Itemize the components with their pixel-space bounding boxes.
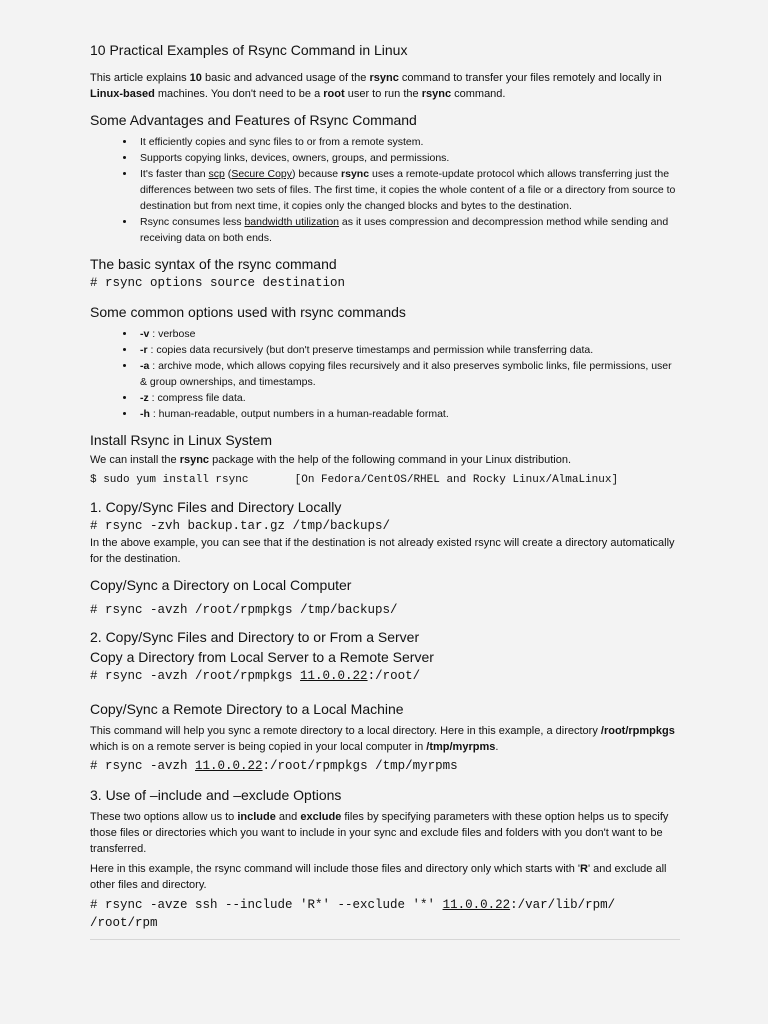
install-code: $ sudo yum install rsync [On Fedora/CentOS/RHEL and Rocky Linux/AlmaLinux]: [90, 474, 619, 486]
options-heading: Some common options used with rsync commands: [90, 304, 406, 320]
section-1-heading: 1. Copy/Sync Files and Directory Locally: [90, 499, 342, 515]
syntax-heading: The basic syntax of the rsync command: [90, 256, 337, 272]
section-1-code: # rsync -zvh backup.tar.gz /tmp/backups/: [90, 519, 391, 533]
section-1-paragraph: In the above example, you can see that if the destination is not already existed rsync will create a directory automatically for the destination.: [90, 537, 675, 565]
local-to-remote-heading: Copy a Directory from Local Server to a Remote Server: [90, 649, 434, 665]
syntax-code: # rsync options source destination: [90, 276, 346, 290]
section-3-paragraph-1: These two options allow us to include and exclude files by specifying parameters with these option helps us to specify those files or directories which you want to include in your sync and exclude files and folders with you don't want to be transferred.: [90, 811, 669, 855]
list-item: • Supports copying links, devices, owners, groups, and permissions.: [136, 150, 680, 166]
install-paragraph: We can install the rsync package with the help of the following command in your Linux distribution.: [90, 454, 572, 466]
local-directory-code: # rsync -avzh /root/rpmpkgs /tmp/backups/: [90, 603, 398, 617]
section-3-code-continued: /root/rpm: [90, 916, 158, 930]
ip-address-link[interactable]: 11.0.0.22: [300, 669, 368, 683]
section-3-heading: 3. Use of –include and –exclude Options: [90, 787, 342, 803]
section-3-paragraph-2: Here in this example, the rsync command will include those files and directory only which starts with 'R' and exclude all other files and directory.: [90, 863, 667, 891]
list-item: • Rsync consumes less bandwidth utilization as it uses compression and decompression method while sending and receiving data on both ends.: [136, 214, 680, 246]
list-item: • -h : human-readable, output numbers in a human-readable format.: [136, 406, 680, 422]
ip-address-link[interactable]: 11.0.0.22: [195, 759, 263, 773]
local-to-remote-code: # rsync -avzh /root/rpmpkgs 11.0.0.22:/root/: [90, 669, 421, 683]
advantages-heading: Some Advantages and Features of Rsync Command: [90, 112, 417, 128]
scp-link[interactable]: scp: [208, 168, 225, 180]
intro-paragraph: This article explains 10 basic and advanced usage of the rsync command to transfer your files remotely and locally in Linux-based machines. You don't need to be a root user to run the rsync command.: [90, 72, 662, 100]
ip-address-link[interactable]: 11.0.0.22: [442, 898, 511, 912]
local-directory-heading: Copy/Sync a Directory on Local Computer: [90, 577, 352, 593]
list-item: • It's faster than scp (Secure Copy) because rsync uses a remote-update protocol which allows transferring just the differences between two sets of files. The first time, it copies the whole content of a file or a directory from source to destination but from next time, it copies only the changed blocks and bytes to the destination.: [136, 166, 680, 214]
article-title: 10 Practical Examples of Rsync Command in Linux: [90, 42, 408, 58]
list-item: • It efficiently copies and sync files to or from a remote system.: [136, 134, 680, 150]
advantages-list: [90, 134, 680, 246]
section-2-heading: 2. Copy/Sync Files and Directory to or From a Server: [90, 629, 420, 645]
remote-to-local-heading: Copy/Sync a Remote Directory to a Local Machine: [90, 701, 404, 717]
list-item: • -r : copies data recursively (but don't preserve timestamps and permission while transferring data.: [136, 342, 680, 358]
bandwidth-link[interactable]: bandwidth utilization: [244, 216, 340, 228]
section-3-code: # rsync -avze ssh --include 'R*' --exclude '*' 11.0.0.22:/var/lib/rpm/: [90, 898, 616, 912]
options-list: [90, 326, 680, 422]
bottom-divider: [90, 939, 680, 940]
remote-to-local-code: # rsync -avzh 11.0.0.22:/root/rpmpkgs /tmp/myrpms: [90, 759, 458, 773]
remote-to-local-paragraph: This command will help you sync a remote directory to a local directory. Here in this example, a directory /root/rpmpkgs which is on a remote server is being copied in your local computer in /tmp/myrpms.: [90, 725, 675, 753]
install-heading: Install Rsync in Linux System: [90, 432, 273, 448]
article-body: [90, 40, 680, 932]
list-item: • -z : compress file data.: [136, 390, 680, 406]
secure-copy-link[interactable]: Secure Copy: [231, 168, 293, 180]
list-item: • -v : verbose: [136, 326, 680, 342]
list-item: • -a : archive mode, which allows copying files recursively and it also preserves symbolic links, file permissions, user & group ownerships, and timestamps.: [136, 358, 680, 390]
